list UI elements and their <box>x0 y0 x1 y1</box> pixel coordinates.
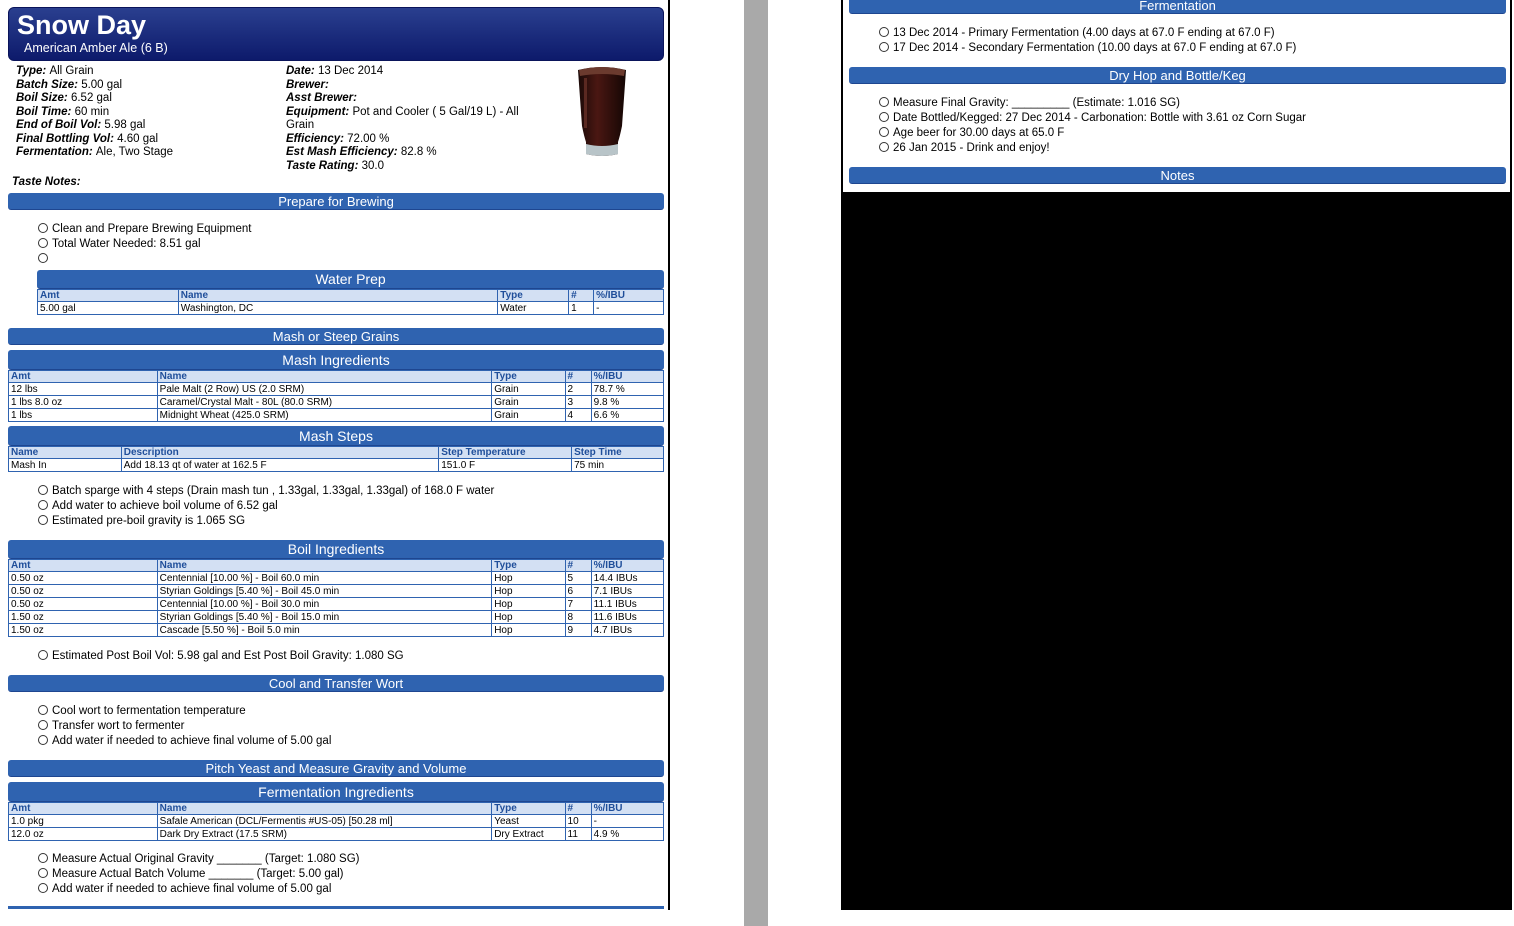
section-dry-hop: Dry Hop and Bottle/Keg <box>849 67 1506 84</box>
checklist-text: Age beer for 30.00 days at 65.0 F <box>893 127 1065 139</box>
info-row <box>16 65 173 79</box>
info-label: End of Boil Vol: <box>16 119 105 131</box>
info-value: 5.98 gal <box>104 119 146 131</box>
info-row <box>286 65 556 79</box>
section-mash-steep: Mash or Steep Grains <box>8 328 664 345</box>
checkbox-circle-icon[interactable] <box>38 238 48 248</box>
table-cell: 12 lbs <box>9 383 158 396</box>
checklist-item <box>38 514 245 529</box>
recipe-page-2 <box>841 0 1512 910</box>
checklist-item <box>38 484 494 499</box>
page-2-paper <box>841 0 1512 192</box>
info-value: Ale, Two Stage <box>95 146 174 158</box>
column-header: %/IBU <box>591 560 663 572</box>
table-cell: 11.6 IBUs <box>591 611 663 624</box>
table-cell: 1 <box>569 302 594 315</box>
table-cell: Mash In <box>9 459 122 472</box>
table-header-row <box>9 447 664 459</box>
table-cell: Dry Extract <box>492 828 565 841</box>
checklist-text: Measure Final Gravity: _________ (Estimate: 1.016 SG) <box>893 97 1181 109</box>
checklist-text: Clean and Prepare Brewing Equipment <box>52 223 252 235</box>
column-header: # <box>565 560 591 572</box>
checkbox-circle-icon[interactable] <box>38 650 48 660</box>
info-row <box>16 146 173 160</box>
table-row <box>9 572 664 585</box>
table-row <box>9 598 664 611</box>
column-header: # <box>565 803 591 815</box>
table-cell: 151.0 F <box>439 459 572 472</box>
checklist-text: Add water if needed to achieve final volume of 5.00 gal <box>52 735 332 747</box>
info-value: 6.52 gal <box>70 92 112 104</box>
info-row <box>16 79 173 93</box>
checklist-text: 13 Dec 2014 - Primary Fermentation (4.00 days at 67.0 F ending at 67.0 F) <box>893 27 1275 39</box>
info-row <box>16 106 173 120</box>
section-fermentation: Fermentation <box>849 0 1506 14</box>
info-row <box>286 79 556 93</box>
info-value: 13 Dec 2014 <box>317 65 384 77</box>
info-label: Fermentation: <box>16 146 96 158</box>
info-row <box>16 119 173 133</box>
table-cell: 1.0 pkg <box>9 815 158 828</box>
checklist-item <box>38 237 201 252</box>
section-mash-ingredients: Mash Ingredients <box>8 350 664 370</box>
table-cell: 1.50 oz <box>9 611 158 624</box>
info-label: Taste Rating: <box>286 159 362 172</box>
table-cell: 4.7 IBUs <box>591 624 663 637</box>
table-cell: Add 18.13 qt of water at 162.5 F <box>121 459 438 472</box>
table-cell: Hop <box>492 585 565 598</box>
checkbox-circle-icon[interactable] <box>38 253 48 263</box>
checklist-item <box>38 499 278 514</box>
table-cell: Grain <box>492 396 565 409</box>
column-header: Name <box>9 447 122 459</box>
table-cell: 9.8 % <box>591 396 663 409</box>
table-cell: Cascade [5.50 %] - Boil 5.0 min <box>157 624 492 637</box>
checklist-item <box>879 26 1275 41</box>
checklist-text: Cool wort to fermentation temperature <box>52 705 246 717</box>
table-cell: 75 min <box>572 459 664 472</box>
table-cell: 6.6 % <box>591 409 663 422</box>
table-row <box>9 585 664 598</box>
column-header: Type <box>498 290 569 302</box>
table-cell: 4.9 % <box>591 828 663 841</box>
checkbox-circle-icon[interactable] <box>38 868 48 878</box>
table-row <box>9 624 664 637</box>
checklist-text: Total Water Needed: 8.51 gal <box>52 238 201 250</box>
table-cell: 0.50 oz <box>9 572 158 585</box>
checkbox-circle-icon[interactable] <box>38 223 48 233</box>
recipe-info-left <box>16 65 173 160</box>
info-value: 30.0 <box>361 159 384 172</box>
taste-notes-label: Taste Notes: <box>12 176 81 188</box>
checklist-text: Batch sparge with 4 steps (Drain mash tun , 1.33gal, 1.33gal, 1.33gal) of 168.0 F water <box>52 485 495 497</box>
table-cell: 1 lbs 8.0 oz <box>9 396 158 409</box>
checklist-text: Measure Actual Original Gravity _______ (Target: 1.080 SG) <box>52 853 360 865</box>
info-label: Equipment: <box>286 105 353 118</box>
table-cell: Dark Dry Extract (17.5 SRM) <box>157 828 492 841</box>
recipe-title-box <box>8 7 664 61</box>
column-header: Name <box>157 803 492 815</box>
column-header: Description <box>121 447 438 459</box>
column-header: # <box>569 290 594 302</box>
info-label: Efficiency: <box>286 132 348 145</box>
info-row <box>286 106 556 120</box>
table-cell: 14.4 IBUs <box>591 572 663 585</box>
info-label: Brewer: <box>286 78 329 91</box>
column-header: Name <box>157 560 492 572</box>
section-boil-ingredients: Boil Ingredients <box>8 540 664 559</box>
checkbox-circle-icon[interactable] <box>38 485 48 495</box>
table-row <box>9 383 664 396</box>
column-header: Step Temperature <box>439 447 572 459</box>
info-value: 5.00 gal <box>81 78 123 91</box>
table-cell: 5.00 gal <box>38 302 179 315</box>
column-header: Amt <box>38 290 179 302</box>
info-label: Boil Size: <box>16 92 71 104</box>
info-value: Grain <box>286 119 315 131</box>
checkbox-circle-icon[interactable] <box>38 720 48 730</box>
table-cell: 0.50 oz <box>9 598 158 611</box>
info-value: 82.8 % <box>400 146 437 158</box>
section-pitch: Pitch Yeast and Measure Gravity and Volume <box>8 760 664 777</box>
section-mash-steps: Mash Steps <box>8 426 664 446</box>
table-cell: - <box>591 815 663 828</box>
table-cell: 2 <box>565 383 591 396</box>
info-row <box>286 133 556 147</box>
table-cell: Yeast <box>492 815 565 828</box>
section-water-prep: Water Prep <box>37 270 664 289</box>
table-cell: Hop <box>492 572 565 585</box>
table-cell: Hop <box>492 611 565 624</box>
table-row <box>9 459 664 472</box>
column-header: %/IBU <box>591 803 663 815</box>
checkbox-circle-icon[interactable] <box>38 500 48 510</box>
section-divider <box>8 906 664 909</box>
column-header: Type <box>492 371 565 383</box>
checkbox-circle-icon[interactable] <box>879 112 889 122</box>
table-cell: 1.50 oz <box>9 624 158 637</box>
table-cell: Washington, DC <box>178 302 497 315</box>
checklist-text: Add water if needed to achieve final volume of 5.00 gal <box>52 883 332 895</box>
checkbox-circle-icon[interactable] <box>879 142 889 152</box>
table-cell: Centennial [10.00 %] - Boil 30.0 min <box>157 598 492 611</box>
info-value: 60 min <box>74 105 110 118</box>
info-row <box>286 119 556 133</box>
table-cell: Midnight Wheat (425.0 SRM) <box>157 409 492 422</box>
checklist-item <box>38 882 331 897</box>
table-cell: Grain <box>492 383 565 396</box>
recipe-info-right <box>286 65 556 173</box>
checklist-text: 17 Dec 2014 - Secondary Fermentation (10.00 days at 67.0 F ending at 67.0 F) <box>893 42 1297 54</box>
checklist-item <box>38 704 246 719</box>
column-header: Name <box>157 371 492 383</box>
checklist-item <box>879 41 1296 56</box>
table-cell: 12.0 oz <box>9 828 158 841</box>
checklist-text: Transfer wort to fermenter <box>52 720 185 732</box>
info-value: Pot and Cooler ( 5 Gal/19 L) - All <box>352 105 519 118</box>
table-cell: Safale American (DCL/Fermentis #US-05) [50.28 ml] <box>157 815 492 828</box>
checklist-text: Add water to achieve boil volume of 6.52 gal <box>52 500 278 512</box>
table-cell: Pale Malt (2 Row) US (2.0 SRM) <box>157 383 492 396</box>
info-label: Boil Time: <box>16 105 75 118</box>
page-gutter <box>744 0 768 926</box>
section-cool: Cool and Transfer Wort <box>8 675 664 692</box>
mash-table <box>8 370 664 422</box>
column-header: Step Time <box>572 447 664 459</box>
checkbox-circle-icon[interactable] <box>38 883 48 893</box>
info-row <box>286 160 556 174</box>
checkbox-circle-icon[interactable] <box>879 127 889 137</box>
info-value: 4.60 gal <box>117 132 159 145</box>
table-cell: 3 <box>565 396 591 409</box>
checklist-text: Estimated Post Boil Vol: 5.98 gal and Est Post Boil Gravity: 1.080 SG <box>52 650 404 662</box>
checklist-text: Date Bottled/Kegged: 27 Dec 2014 - Carbonation: Bottle with 3.61 oz Corn Sugar <box>893 112 1306 124</box>
section-prepare: Prepare for Brewing <box>8 193 664 210</box>
table-row <box>9 815 664 828</box>
table-cell: 9 <box>565 624 591 637</box>
table-cell: 7 <box>565 598 591 611</box>
table-cell: 4 <box>565 409 591 422</box>
checklist-item <box>38 222 251 237</box>
column-header: Amt <box>9 803 158 815</box>
checklist-text: Measure Actual Batch Volume _______ (Target: 5.00 gal) <box>52 868 344 880</box>
table-cell: Styrian Goldings [5.40 %] - Boil 45.0 min <box>157 585 492 598</box>
table-row <box>9 828 664 841</box>
table-row <box>9 396 664 409</box>
recipe-title: Snow Day <box>17 10 147 40</box>
column-header: Type <box>492 803 565 815</box>
info-value: All Grain <box>49 65 94 77</box>
beer-glass-icon <box>576 64 628 158</box>
boil-table <box>8 559 664 637</box>
checklist-item <box>38 649 404 664</box>
recipe-page-1 <box>0 0 670 910</box>
checklist-text: Estimated pre-boil gravity is 1.065 SG <box>52 515 246 527</box>
table-header-row <box>9 560 664 572</box>
table-cell: Styrian Goldings [5.40 %] - Boil 15.0 min <box>157 611 492 624</box>
table-cell: - <box>594 302 664 315</box>
table-cell: 0.50 oz <box>9 585 158 598</box>
checklist-item <box>38 734 331 749</box>
checklist-item <box>879 111 1306 126</box>
table-cell: Caramel/Crystal Malt - 80L (80.0 SRM) <box>157 396 492 409</box>
table-cell: Water <box>498 302 569 315</box>
table-row <box>38 302 664 315</box>
checklist-item <box>38 852 359 867</box>
table-row <box>9 611 664 624</box>
table-cell: 11 <box>565 828 591 841</box>
info-label: Final Bottling Vol: <box>16 132 118 145</box>
checkbox-circle-icon[interactable] <box>38 705 48 715</box>
table-cell: 78.7 % <box>591 383 663 396</box>
info-label: Batch Size: <box>16 78 82 91</box>
table-cell: 8 <box>565 611 591 624</box>
checklist-item <box>38 867 344 882</box>
info-row <box>16 133 173 147</box>
info-row <box>286 146 556 160</box>
info-label: Type: <box>16 65 50 77</box>
table-cell: 11.1 IBUs <box>591 598 663 611</box>
table-cell: Hop <box>492 624 565 637</box>
info-label: Date: <box>286 65 318 77</box>
checklist-item <box>879 96 1180 111</box>
section-notes: Notes <box>849 167 1506 184</box>
table-row <box>9 409 664 422</box>
checklist-item <box>879 141 1050 156</box>
info-row <box>286 92 556 106</box>
table-cell: Grain <box>492 409 565 422</box>
checklist-item <box>38 719 185 734</box>
section-ferm-ingredients: Fermentation Ingredients <box>8 782 664 802</box>
info-value: 72.00 % <box>347 132 390 145</box>
info-row <box>16 92 173 106</box>
checkbox-circle-icon[interactable] <box>38 735 48 745</box>
fermentation-table <box>8 802 664 841</box>
column-header: Name <box>178 290 497 302</box>
checkbox-circle-icon[interactable] <box>879 97 889 107</box>
checklist-text: 26 Jan 2015 - Drink and enjoy! <box>893 142 1050 154</box>
table-header-row <box>9 803 664 815</box>
checkbox-circle-icon[interactable] <box>879 42 889 52</box>
table-cell: Centennial [10.00 %] - Boil 60.0 min <box>157 572 492 585</box>
table-header-row <box>9 371 664 383</box>
checklist-item <box>879 126 1064 141</box>
column-header: %/IBU <box>594 290 664 302</box>
checkbox-circle-icon[interactable] <box>38 853 48 863</box>
table-cell: 7.1 IBUs <box>591 585 663 598</box>
table-cell: Hop <box>492 598 565 611</box>
table-cell: 10 <box>565 815 591 828</box>
water-table <box>37 289 664 315</box>
table-header-row <box>38 290 664 302</box>
table-cell: 6 <box>565 585 591 598</box>
table-cell: 1 lbs <box>9 409 158 422</box>
info-label: Est Mash Efficiency: <box>286 146 401 158</box>
column-header: Type <box>492 560 565 572</box>
info-label: Asst Brewer: <box>286 92 357 104</box>
column-header: # <box>565 371 591 383</box>
column-header: %/IBU <box>591 371 663 383</box>
column-header: Amt <box>9 371 158 383</box>
recipe-style: American Amber Ale (6 B) <box>24 41 168 55</box>
table-cell: 5 <box>565 572 591 585</box>
checklist-item <box>38 252 52 267</box>
checkbox-circle-icon[interactable] <box>879 27 889 37</box>
checkbox-circle-icon[interactable] <box>38 515 48 525</box>
mash-steps-table <box>8 446 664 472</box>
column-header: Amt <box>9 560 158 572</box>
